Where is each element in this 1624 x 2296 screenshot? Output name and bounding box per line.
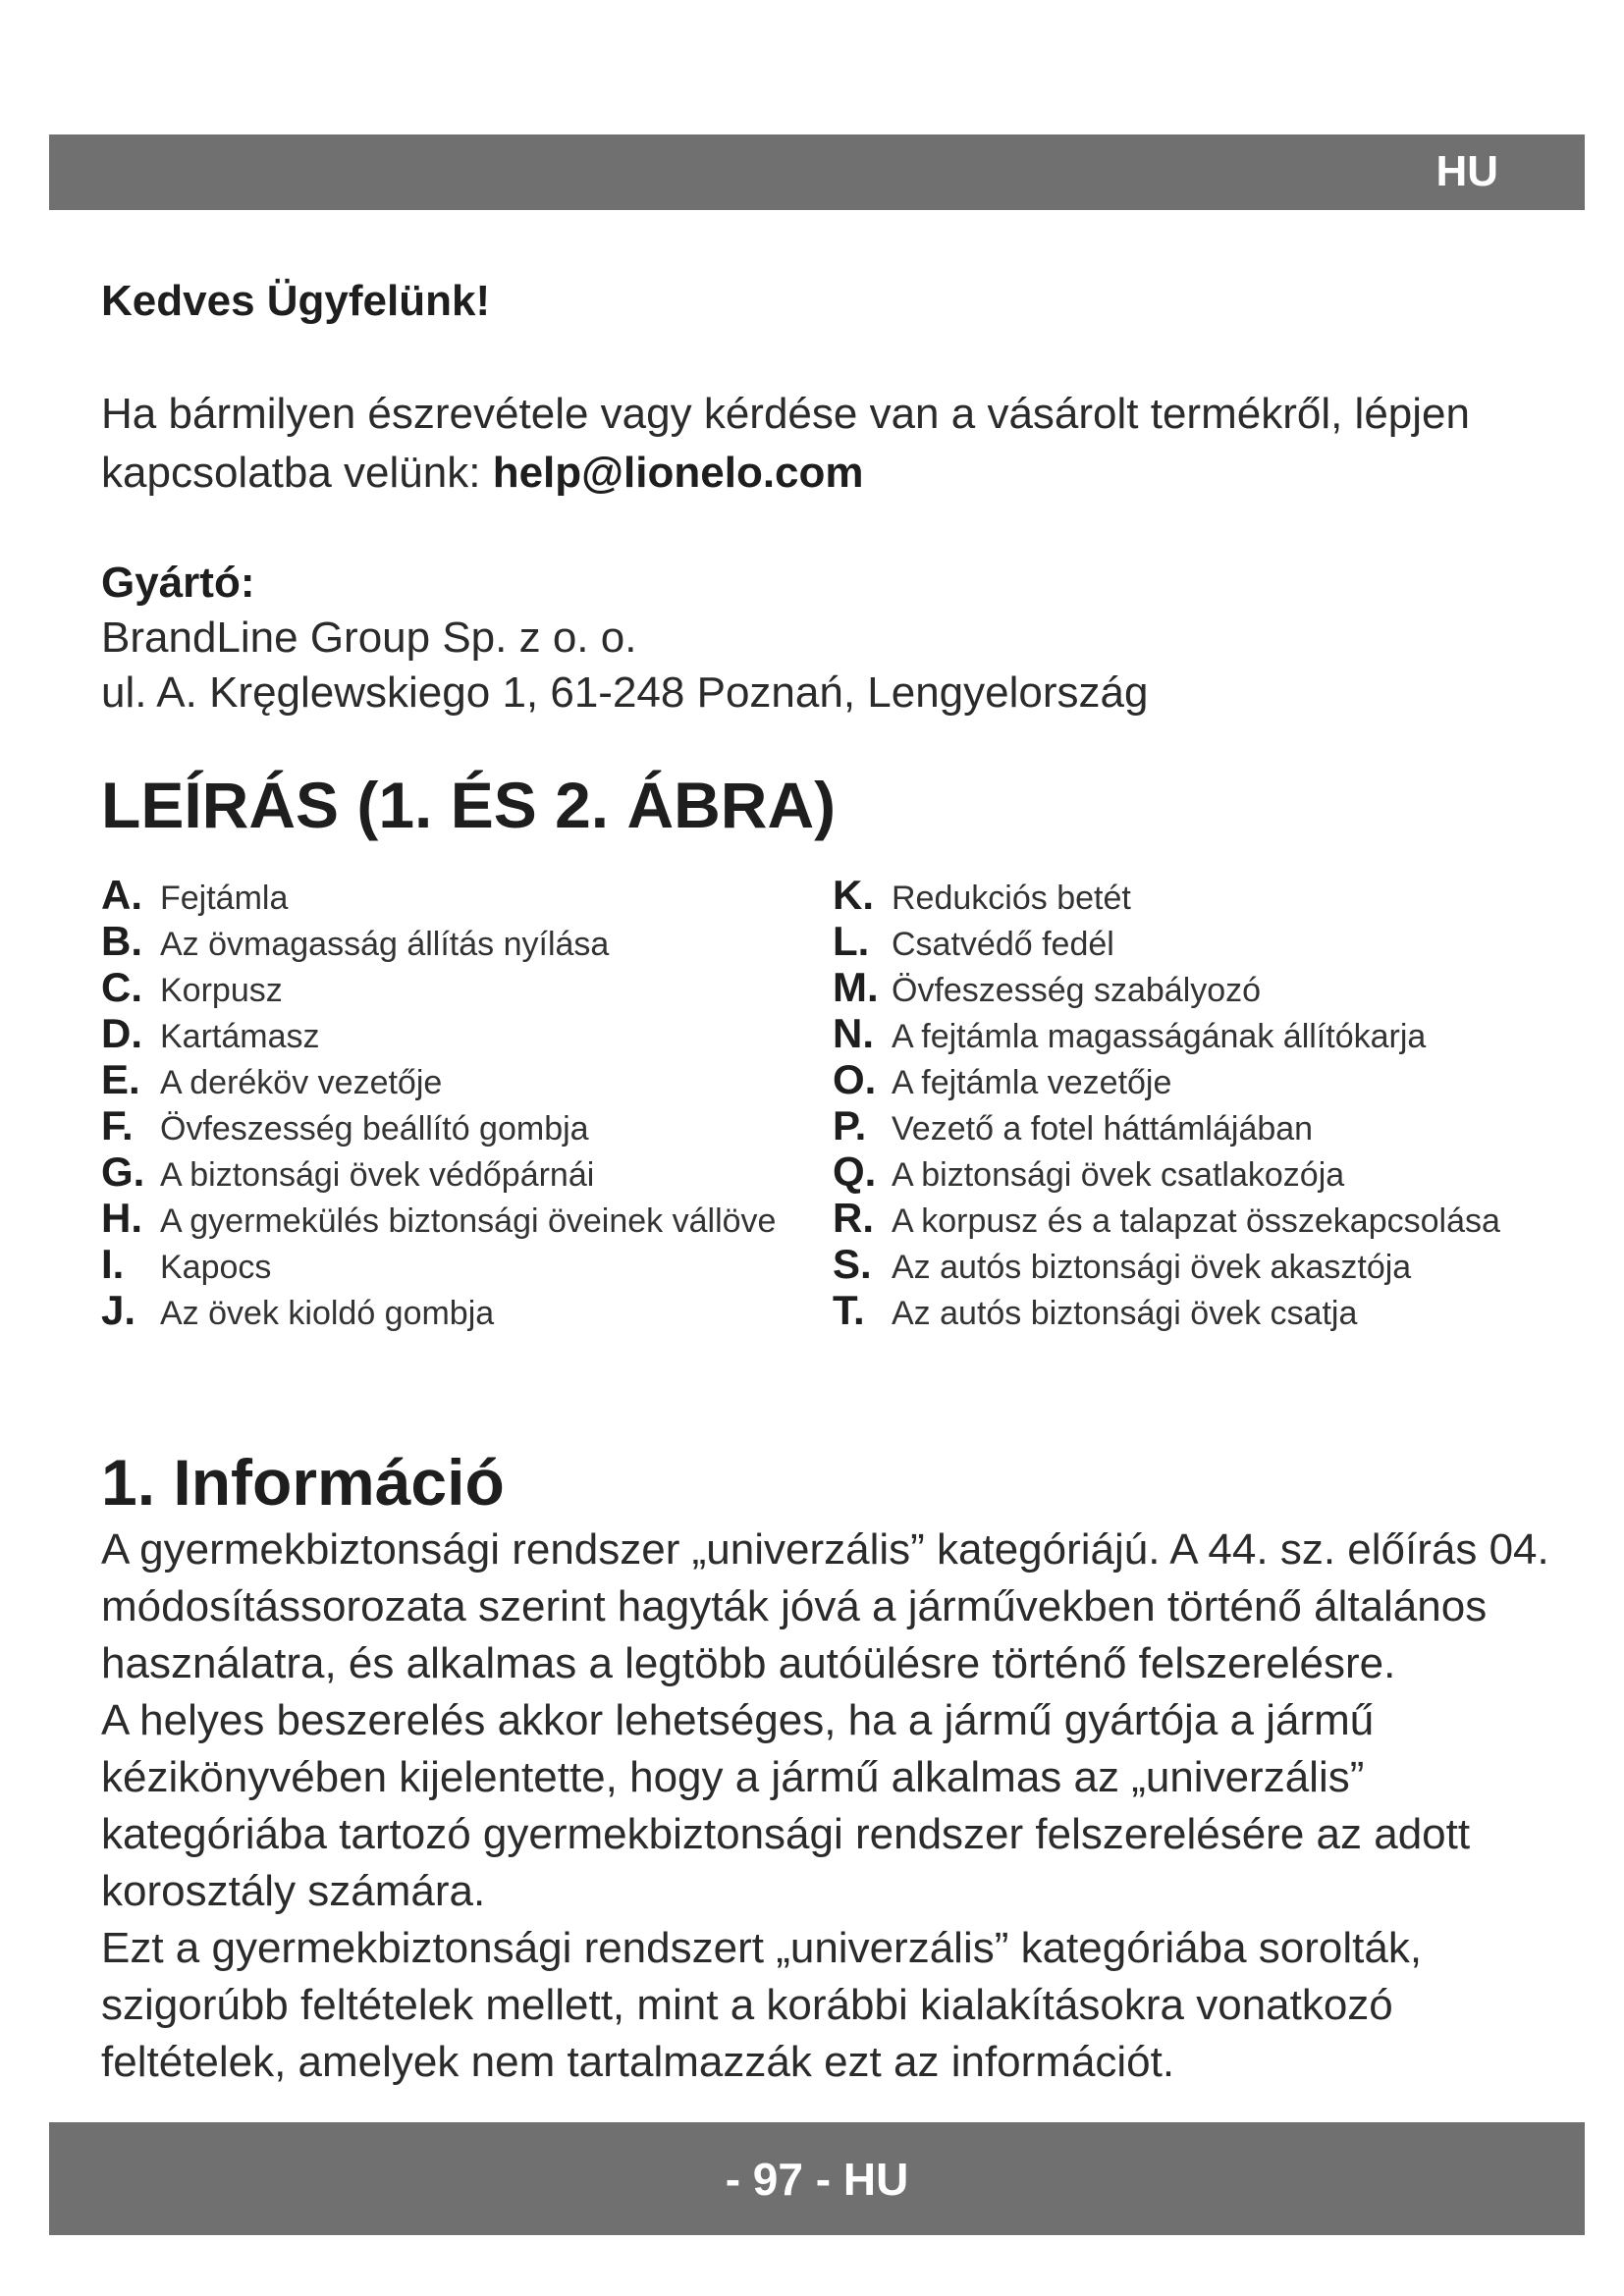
part-item — [101, 966, 808, 1012]
parts-list-right — [833, 874, 1540, 1335]
part-item — [833, 920, 1540, 966]
part-item — [101, 874, 808, 920]
part-text: Kapocs — [160, 1249, 272, 1286]
part-letter: M. — [833, 964, 879, 1010]
part-item — [101, 1104, 808, 1150]
part-text: Fejtámla — [160, 880, 289, 917]
footer-bar — [49, 2122, 1585, 2235]
part-text: Redukciós betét — [892, 880, 1131, 917]
part-letter: O. — [833, 1056, 877, 1102]
part-item — [833, 1197, 1540, 1243]
part-letter: N. — [833, 1010, 874, 1056]
part-letter: F. — [101, 1102, 134, 1148]
part-letter: H. — [101, 1195, 142, 1241]
part-item — [833, 1243, 1540, 1289]
greeting-heading: Kedves Ügyfelünk! — [101, 277, 491, 325]
part-text: Korpusz — [160, 972, 283, 1009]
info-section-body — [101, 1522, 1554, 2091]
part-text: A gyermekülés biztonsági öveinek vállöve — [160, 1202, 777, 1240]
part-text: A fejtámla vezetője — [892, 1064, 1172, 1101]
part-item — [101, 1058, 808, 1104]
part-text: A biztonsági övek védőpárnái — [160, 1156, 595, 1194]
part-item — [101, 1150, 808, 1197]
contact-paragraph — [101, 385, 1535, 503]
contact-email: help@lionelo.com — [492, 449, 864, 497]
part-item — [101, 920, 808, 966]
part-text: Övfeszesség szabályozó — [892, 972, 1262, 1009]
info-paragraph: Ezt a gyermekbiztonsági rendszert „univerzális” kategóriába sorolták, szigorúbb feltételek mellett, mint a korábbi kialakításokra vonatkozó feltételek, amelyek nem tartalmazzák ezt az információt. — [101, 1924, 1423, 2086]
manufacturer-address: ul. A. Kręglewskiego 1, 61-248 Poznań, Lengyelország — [101, 668, 1149, 717]
part-item — [833, 1012, 1540, 1058]
part-text: Kartámasz — [160, 1018, 320, 1055]
part-item — [101, 1243, 808, 1289]
part-letter: D. — [101, 1010, 142, 1056]
part-letter: T. — [833, 1287, 865, 1333]
part-letter: R. — [833, 1195, 874, 1241]
part-item — [833, 966, 1540, 1012]
part-letter: S. — [833, 1241, 872, 1287]
part-text: A korpusz és a talapzat összekapcsolása — [892, 1202, 1500, 1240]
part-text: Az autós biztonsági övek akasztója — [892, 1249, 1412, 1286]
info-section-title: 1. Információ — [101, 1446, 505, 1519]
part-item — [833, 874, 1540, 920]
parts-list-left — [101, 874, 808, 1335]
part-letter: E. — [101, 1056, 140, 1102]
part-letter: G. — [101, 1148, 145, 1195]
part-item — [101, 1289, 808, 1335]
part-letter: A. — [101, 872, 142, 918]
part-text: Övfeszesség beállító gombja — [160, 1110, 589, 1148]
part-letter: I. — [101, 1241, 125, 1287]
part-text: A biztonsági övek csatlakozója — [892, 1156, 1345, 1194]
part-text: Csatvédő fedél — [892, 926, 1114, 963]
part-item — [833, 1104, 1540, 1150]
part-text: A fejtámla magasságának állítókarja — [892, 1018, 1427, 1055]
part-text: A deréköv vezetője — [160, 1064, 443, 1101]
part-letter: P. — [833, 1102, 867, 1148]
part-letter: C. — [101, 964, 142, 1010]
part-item — [833, 1150, 1540, 1197]
part-letter: J. — [101, 1287, 136, 1333]
part-item — [101, 1012, 808, 1058]
part-text: Vezető a fotel háttámlájában — [892, 1110, 1314, 1148]
contact-text: Ha bármilyen észrevétele vagy kérdése van a vásárolt termékről, lépjen kapcsolatba velünk: — [101, 390, 1470, 497]
part-letter: B. — [101, 918, 142, 964]
part-text: Az autós biztonsági övek csatja — [892, 1295, 1358, 1332]
part-letter: Q. — [833, 1148, 877, 1195]
header-bar — [49, 134, 1585, 210]
part-text: Az övmagasság állítás nyílása — [160, 926, 610, 963]
description-title: LEÍRÁS (1. ÉS 2. ÁBRA) — [101, 769, 837, 841]
manufacturer-label: Gyártó: — [101, 559, 255, 607]
part-item — [833, 1289, 1540, 1335]
part-item — [833, 1058, 1540, 1104]
header-language-label: HU — [1435, 147, 1498, 195]
info-paragraph: A helyes beszerelés akkor lehetséges, ha a jármű gyártója a jármű kézikönyvében kijelentette, hogy a jármű alkalmas az „univerzális” kategóriába tartozó gyermekbiztonsági rendszer felszerelésére az adott korosztály számára. — [101, 1696, 1471, 1915]
part-text: Az övek kioldó gombja — [160, 1295, 495, 1332]
manufacturer-block — [101, 556, 1535, 721]
part-item — [101, 1197, 808, 1243]
part-letter: K. — [833, 872, 874, 918]
part-letter: L. — [833, 918, 870, 964]
page-number-label: - 97 - HU — [725, 2153, 909, 2205]
manufacturer-name: BrandLine Group Sp. z o. o. — [101, 614, 637, 662]
info-paragraph: A gyermekbiztonsági rendszer „univerzális” kategóriájú. A 44. sz. előírás 04. módosítássorozata szerint hagyták jóvá a járművekben történő általános használatra, és alkalmas a legtöbb autóülésre történő felszerelésre. — [101, 1525, 1549, 1687]
